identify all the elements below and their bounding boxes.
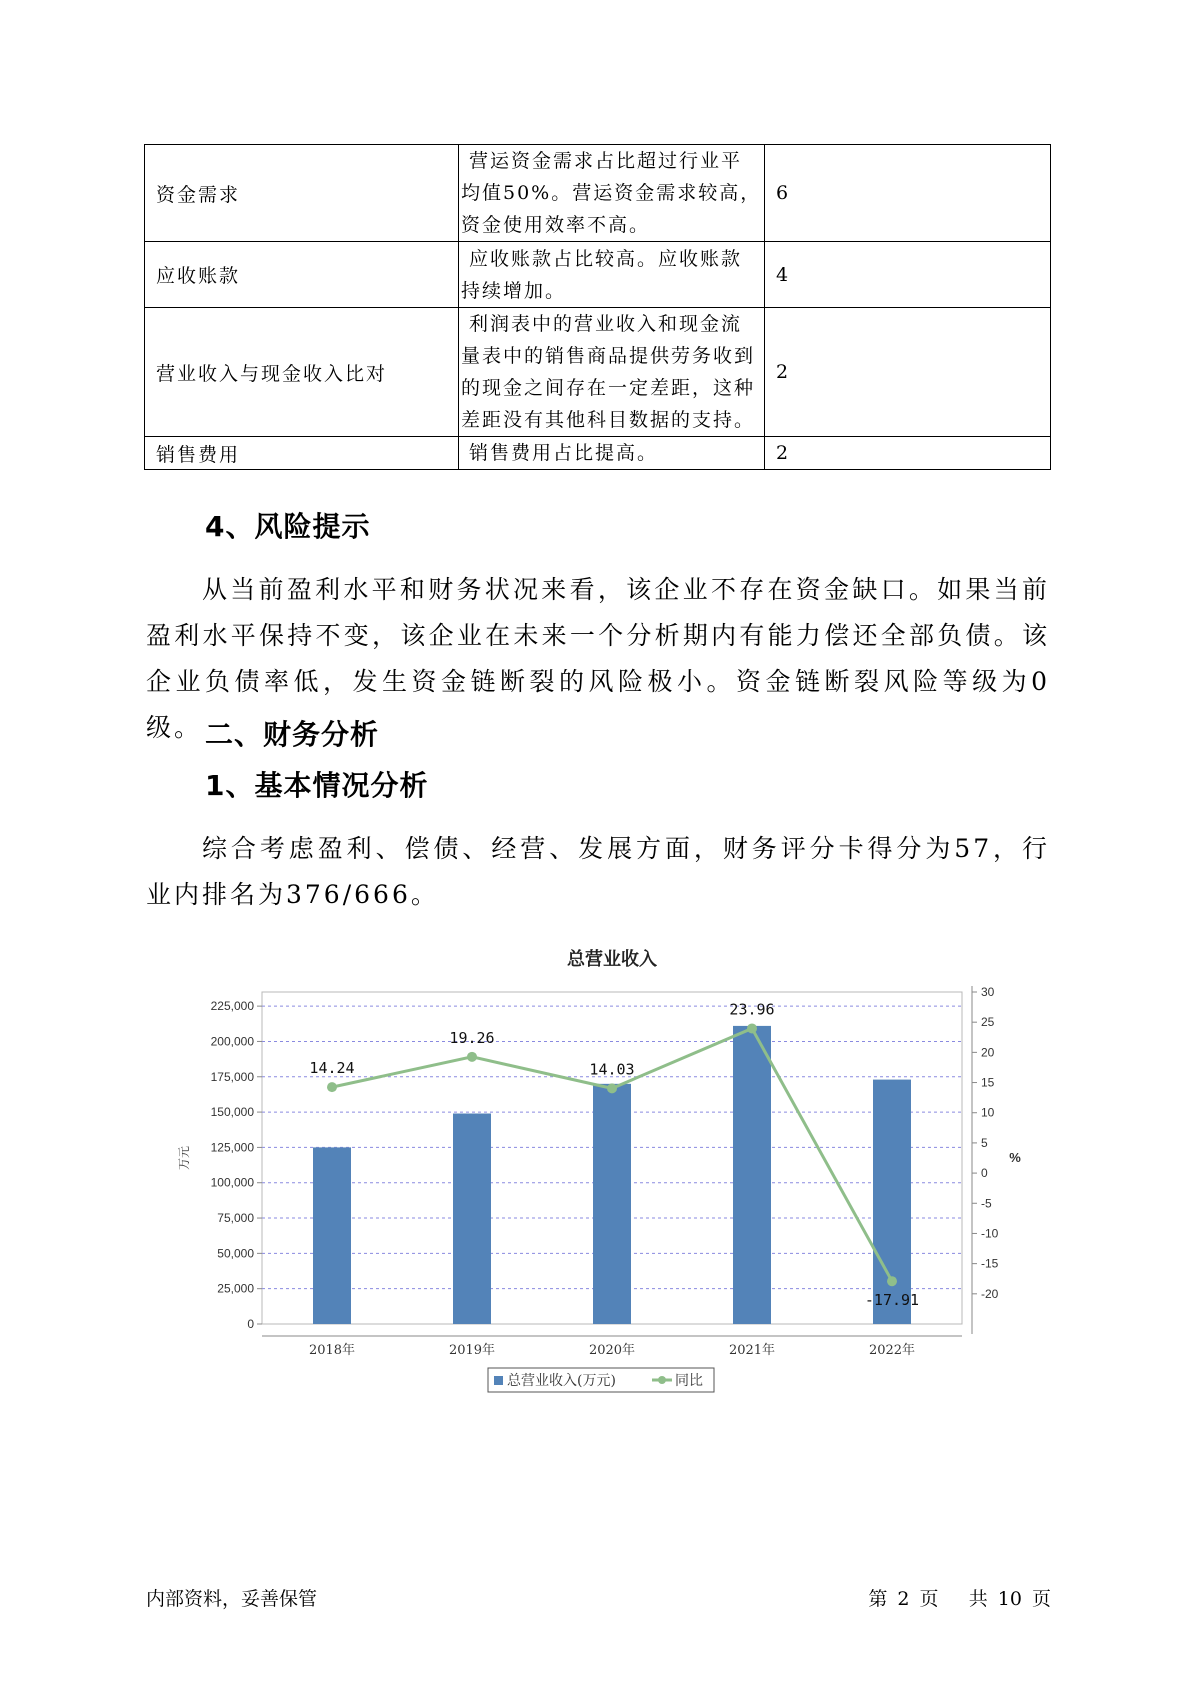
revenue-bar <box>313 1147 351 1324</box>
x-tick-label: 2020年 <box>588 1343 636 1358</box>
y-right-tick-label: -15 <box>981 1256 999 1271</box>
x-tick-label: 2021年 <box>728 1343 776 1358</box>
y-tick-label: 200,000 <box>210 1034 254 1049</box>
yoy-point <box>887 1276 897 1286</box>
footer-page-number: 第 2 页 共 10 页 <box>868 1588 1051 1610</box>
y-tick-label: 225,000 <box>210 999 254 1014</box>
risk-item: 资金需求 <box>145 145 459 242</box>
x-tick-label: 2022年 <box>868 1343 916 1358</box>
y-tick-label: 100,000 <box>210 1175 254 1190</box>
y-axis-label: 万元 <box>177 1145 191 1171</box>
y-tick-label: 0 <box>247 1317 254 1331</box>
risk-score: 2 <box>765 437 1051 470</box>
yoy-data-label: 23.96 <box>729 1000 775 1019</box>
y-right-tick-label: 10 <box>981 1105 995 1120</box>
risk-score: 4 <box>765 242 1051 308</box>
table-row <box>145 145 1051 242</box>
risk-score: 6 <box>765 145 1051 242</box>
yoy-point <box>607 1083 617 1093</box>
revenue-chart <box>170 940 1030 1400</box>
risk-item: 应收账款 <box>145 242 459 308</box>
revenue-bar <box>733 1026 771 1324</box>
risk-item: 营业收入与现金收入比对 <box>145 308 459 437</box>
x-tick-label: 2018年 <box>308 1343 356 1358</box>
yoy-data-label: 14.03 <box>589 1060 635 1079</box>
y-right-tick-label: 25 <box>981 1015 995 1030</box>
section-heading-basic: 1、基本情况分析 <box>205 769 429 802</box>
legend-line-marker <box>658 1376 666 1384</box>
legend-bar-label: 总营业收入(万元) <box>507 1373 616 1389</box>
legend-bar-swatch <box>494 1376 503 1385</box>
y-tick-label: 175,000 <box>210 1069 254 1084</box>
risk-table <box>144 144 1051 470</box>
revenue-bar <box>873 1080 911 1324</box>
y-tick-label: 25,000 <box>217 1281 254 1296</box>
y-tick-label: 50,000 <box>217 1246 254 1261</box>
revenue-bar <box>453 1113 491 1324</box>
table-row <box>145 308 1051 437</box>
risk-description: 应收账款占比较高。应收账款持续增加。 <box>459 242 765 308</box>
revenue-bar <box>593 1084 631 1324</box>
y-right-tick-label: 15 <box>981 1075 995 1090</box>
y-right-tick-label: -10 <box>981 1226 999 1241</box>
yoy-point <box>327 1082 337 1092</box>
y-tick-label: 75,000 <box>217 1211 254 1226</box>
y-tick-label: 150,000 <box>210 1105 254 1120</box>
y-right-tick-label: -20 <box>981 1286 999 1301</box>
yoy-data-label: 14.24 <box>309 1059 355 1078</box>
yoy-point <box>747 1023 757 1033</box>
table-row <box>145 437 1051 470</box>
section-heading-financial: 二、财务分析 <box>205 718 380 751</box>
basic-paragraph: 综合考虑盈利、偿债、经营、发展方面，财务评分卡得分为57，行业内排名为376/666。 <box>146 834 1050 909</box>
y-right-tick-label: 0 <box>981 1166 988 1181</box>
y-axis-right-label: % <box>1009 1150 1021 1165</box>
legend-line-label: 同比 <box>675 1373 703 1389</box>
risk-description: 营运资金需求占比超过行业平均值50%。营运资金需求较高，资金使用效率不高。 <box>459 145 765 242</box>
risk-score: 2 <box>765 308 1051 437</box>
risk-item: 销售费用 <box>145 437 459 470</box>
y-tick-label: 125,000 <box>210 1140 254 1155</box>
yoy-data-label: 19.26 <box>449 1028 495 1047</box>
y-right-tick-label: -5 <box>981 1196 992 1211</box>
risk-description: 销售费用占比提高。 <box>459 437 765 470</box>
x-tick-label: 2019年 <box>448 1343 496 1358</box>
y-right-tick-label: 20 <box>981 1045 995 1060</box>
yoy-data-label: -17.91 <box>864 1291 920 1310</box>
y-right-tick-label: 5 <box>981 1135 988 1150</box>
risk-paragraph: 从当前盈利水平和财务状况来看，该企业不存在资金缺口。如果当前盈利水平保持不变，该企业在未来一个分析期内有能力偿还全部负债。该企业负债率低，发生资金链断裂的风险极小。资金链断裂风险等级为0级。 <box>146 575 1050 742</box>
section-heading-risk: 4、风险提示 <box>205 510 371 543</box>
footer-confidential: 内部资料，妥善保管 <box>146 1588 318 1610</box>
table-row <box>145 242 1051 308</box>
y-right-tick-label: 30 <box>981 985 995 999</box>
chart-title: 总营业收入 <box>567 949 657 969</box>
yoy-point <box>467 1052 477 1062</box>
risk-description: 利润表中的营业收入和现金流量表中的销售商品提供劳务收到的现金之间存在一定差距，这种差距没有其他科目数据的支持。 <box>459 308 765 437</box>
